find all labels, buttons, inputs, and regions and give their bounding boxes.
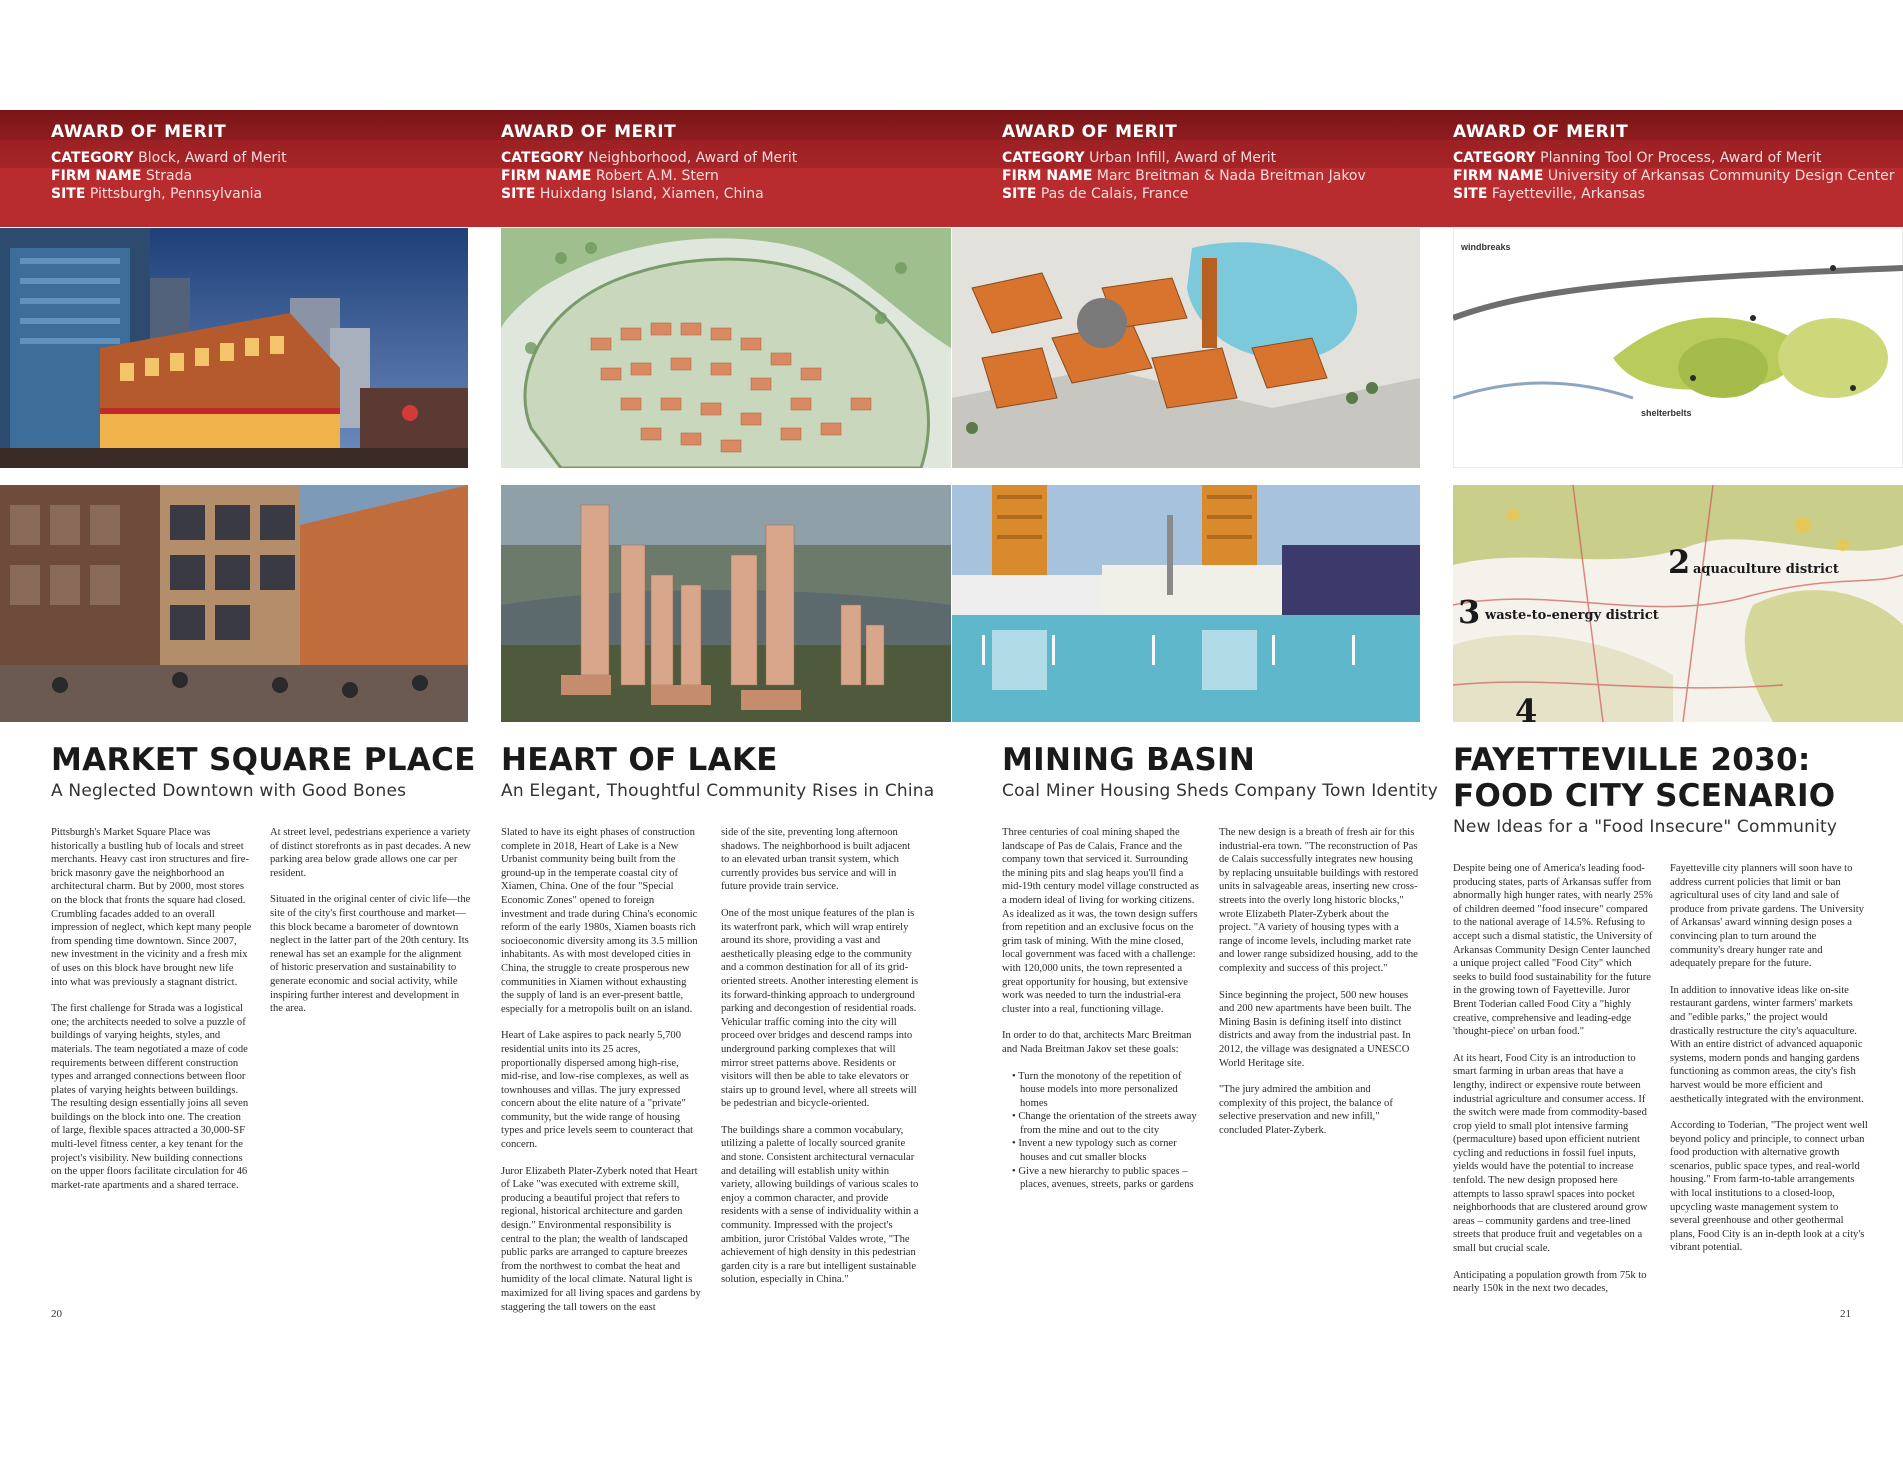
paragraph: The buildings share a common vocabulary, utilizing a palette of locally sourced granite and stone. Consistent architectural vernacular and detailing will establish unity within variety, allowing buildings of various scales to enjoy a common character, and provide residents with a sense of individuality within a community. Impressed with the project's ambition, juror Cristóbal Valdes wrote, "The achievement of high density in this pedestrian garden city is a rare but intelligent sustainable solution, especially in China."	[721, 1124, 919, 1286]
firm-label: FIRM NAME	[1453, 168, 1544, 184]
paragraph: Fayetteville city planners will soon have to address current policies that limit or ban agricultural uses of city land and sale of produce from private gardens. The University of Arkansas' award winning design poses a convincing plan to turn around the community's dreary hunger rate and adequately prepare for the future.	[1670, 863, 1864, 970]
market-square-courtyard-photo	[0, 485, 468, 722]
district-number-3: 3	[1458, 593, 1481, 631]
firm-label: FIRM NAME	[501, 168, 592, 184]
firm-value: Robert A.M. Stern	[595, 168, 719, 184]
goals-list	[1002, 1070, 1202, 1192]
list-item: • Invent a new typology such as corner houses and cut smaller blocks	[1012, 1137, 1202, 1164]
award-label: AWARD OF MERIT	[501, 122, 677, 142]
paragraph: One of the most unique features of the plan is its waterfront park, which will wrap entirely around its shore, providing a vast and aesthetically pleasing edge to the community and a common destination for all of its grid-oriented streets. Another interesting element is its forward-thinking approach to underground parking and decongestion of residential roads. Vehicular traffic coming into the city will proceed over bridges and descend ramps into underground parking complexes that will mirror street patterns above. Residents or visitors will then be able to take elevators or stairs up to ground level, where all streets will be pedestrian and bicycle-oriented.	[721, 907, 919, 1110]
body-column	[1219, 826, 1419, 1150]
site-value: Pas de Calais, France	[1040, 186, 1189, 202]
firm-value: Marc Breitman & Nada Breitman Jakov	[1096, 168, 1366, 184]
award-label: AWARD OF MERIT	[1453, 122, 1629, 142]
award-header-2	[501, 123, 797, 203]
paragraph: Despite being one of America's leading food-producing states, parts of Arkansas suffer from abnormally high hunger rates, with nearly 25% of children deemed "food insecure" compared to the national average of 14.5%. Refusing to accept such a dismal statistic, the University of Arkansas Community Design Center launched a unique project called "Food City" which seeks to build food sustainability for the future in the growing town of Fayetteville. Juror Brent Toderian called Food City a "highly creative, comprehensive and leading-edge 'thought-piece' on urban food."	[1453, 863, 1653, 1038]
list-item: • Change the orientation of the streets away from the mine and out to the city	[1012, 1110, 1202, 1137]
paragraph: According to Toderian, "The project went well beyond policy and principle, to connect urban food production with alternative growth scenarios, public space types, and real-world housing." From farm-to-table arrangements with local institutions to a closed-loop, upcycling waste management system to several greenhouse and other geothermal plans, Food City is an in-depth look at a city's vibrant potential.	[1670, 1120, 1868, 1254]
site-label: SITE	[51, 186, 86, 202]
district-number-4: 4	[1515, 692, 1538, 722]
firm-label: FIRM NAME	[51, 168, 142, 184]
article-subtitle: Coal Miner Housing Sheds Company Town Identity	[1002, 781, 1439, 801]
site-value: Huixdang Island, Xiamen, China	[539, 186, 764, 202]
paragraph: Situated in the original center of civic life—the site of the city's first courthouse and market—this block became a barometer of downtown neglect in the latter part of the 20th century. Its renewal has set an example for the alignment of historic preservation and sustainability to generate economic and social activity, while inspiring further interest and development in the area.	[270, 894, 471, 1015]
title-line: FAYETTEVILLE 2030:	[1453, 742, 1811, 778]
paragraph: "The jury admired the ambition and complexity of this project, the balance of selective preservation and new infill," concluded Plater-Zyberk.	[1219, 1084, 1393, 1136]
article-subtitle: An Elegant, Thoughtful Community Rises in China	[501, 781, 935, 801]
body-column	[721, 826, 921, 1300]
article-title: MINING BASIN	[1002, 742, 1256, 778]
firm-value: University of Arkansas Community Design Center	[1547, 168, 1895, 184]
list-item: • Give a new hierarchy to public spaces – places, avenues, streets, parks or gardens	[1012, 1165, 1202, 1192]
page-number-right: 21	[1840, 1308, 1851, 1320]
paragraph: In addition to innovative ideas like on-site restaurant gardens, winter farmers' markets and "edible parks," the project would drastically restructure the city's aquaculture. With an entire district of advanced aquaponic systems, modern ponds and hanging gardens functioning as common areas, the city's fish harvest would be more efficient and aesthetically integrated with the environment.	[1670, 984, 1864, 1105]
district-number-2: 2	[1668, 543, 1691, 581]
paragraph: Since beginning the project, 500 new houses and 200 new apartments have been built. The Mining Basin is defining itself into distinct districts and away from the industrial past. In 2012, the village was designated a UNESCO World Heritage site.	[1219, 989, 1412, 1069]
paragraph: Anticipating a population growth from 75k to nearly 150k in the next two decades,	[1453, 1269, 1647, 1295]
heart-of-lake-towers-rendering	[501, 485, 951, 722]
award-label: AWARD OF MERIT	[1002, 122, 1178, 142]
category-label: CATEGORY	[1453, 150, 1536, 166]
award-header-1	[51, 123, 287, 203]
paragraph: The first challenge for Strada was a logistical one; the architects needed to solve a puzzle of buildings of varying heights, styles, and materials. The team negotiated a maze of code requirements between different construction types and arranged connections between floor plates of varying heights between buildings. The resulting design essentially joins all seven buildings on the block into one. The creation of large, flexible spaces attracted a 30,000-SF multi-level fitness center, a key tenant for the project's visibility. New building connections on the upper floors facilitate circulation for 46 market-rate apartments and a shared terrace.	[51, 1003, 249, 1191]
market-square-dusk-photo	[0, 228, 468, 468]
category-value: Block, Award of Merit	[138, 150, 287, 166]
paragraph: The new design is a breath of fresh air for this industrial-era town. "The reconstruction of Pas de Calais successfully integrates new housing by replacing unsuitable buildings with restored units in salvageable areas, inserting new cross-streets into the overly long historic blocks," wrote Elizabeth Plater-Zyberk about the project. "A variety of housing types with a range of income levels, including market rate and lower range subsidized housing, add to the complexity and success of this project."	[1219, 827, 1419, 974]
page-number-left: 20	[51, 1308, 62, 1320]
award-header-4	[1453, 123, 1895, 203]
body-column	[501, 826, 701, 1327]
mining-basin-aerial-rendering	[952, 228, 1420, 468]
article-subtitle: A Neglected Downtown with Good Bones	[51, 781, 407, 801]
site-label: SITE	[1002, 186, 1037, 202]
windbreaks-label: windbreaks	[1461, 242, 1511, 252]
fayetteville-food-city-diagram	[1453, 228, 1903, 468]
list-item: • Turn the monotony of the repetition of house models into more personalized homes	[1012, 1070, 1202, 1111]
fayetteville-district-map	[1453, 485, 1903, 722]
body-column	[1453, 862, 1653, 1309]
category-value: Neighborhood, Award of Merit	[588, 150, 798, 166]
paragraph: Three centuries of coal mining shaped the landscape of Pas de Calais, France and the company town that serviced it. Surrounding the mining pits and slag heaps you'll find a mid-19th century model village constructed as a modern ideal of living for working citizens. As idealized as it was, the town design suffers from repetition and an exclusive focus on the grim task of mining. With the mine closed, local government was faced with a challenge: with 120,000 units, the town represented a great opportunity for housing, but extensive work was needed to turn the industrial-era cluster into a real, functioning village.	[1002, 827, 1199, 1015]
body-column	[1002, 826, 1202, 1205]
aquaculture-district-label: aquaculture district	[1693, 562, 1839, 577]
article-title: MARKET SQUARE PLACE	[51, 742, 476, 778]
paragraph: At its heart, Food City is an introduction to smart farming in urban areas that have a lengthy, indirect or expensive route between industrial agriculture and consumer access. If the switch were made from commodity-based crop yield to small plot intensive farming (permaculture) based upon efficient nutrient cycling and reductions in fossil fuel inputs, yields would have the potential to increase tenfold. The new design proposed here attempts to lasso sprawl spaces into pocket neighborhoods that are clustered around grow areas – community gardens and tree-lined streets that produce fruit and vegetables on a small but crucial scale.	[1453, 1052, 1648, 1255]
category-label: CATEGORY	[1002, 150, 1085, 166]
paragraph: Juror Elizabeth Plater-Zyberk noted that Heart of Lake "was executed with extreme skill, producing a beautiful project that refers to regional, historical architecture and garden design." Environmental responsibility is central to the plan; the wealth of landscaped public parks are arranged to capture breezes from the northwest to combat the heat and humidity of the local climate. Natural light is maximized for all living spaces and gardens by staggering the tall towers on the east	[501, 1165, 701, 1313]
waste-to-energy-district-label: waste-to-energy district	[1485, 608, 1659, 623]
category-label: CATEGORY	[51, 150, 134, 166]
article-subtitle: New Ideas for a "Food Insecure" Community	[1453, 817, 1838, 837]
award-label: AWARD OF MERIT	[51, 122, 227, 142]
body-column	[51, 826, 252, 1205]
paragraph: Slated to have its eight phases of construction complete in 2018, Heart of Lake is a New Urbanist community being built from the ground-up in the temperate coastal city of Xiamen, China. One of the four "Special Economic Zones" opened to foreign investment and trade during China's economic reform of the early 1980s, Xiamen boasts rich socioeconomic diversity among its 3.5 million inhabitants. As with most developed cities in China, the struggle to create prosperous new communities in Xiamen without exhausting the supply of land is an ever-present battle, especially for a metropolis built on an island.	[501, 827, 698, 1015]
body-column	[270, 826, 471, 1029]
article-title: HEART OF LAKE	[501, 742, 778, 778]
category-value: Urban Infill, Award of Merit	[1089, 150, 1277, 166]
firm-value: Strada	[145, 168, 193, 184]
award-header-3	[1002, 123, 1366, 203]
category-label: CATEGORY	[501, 150, 584, 166]
heart-of-lake-site-plan	[501, 228, 951, 468]
shelterbelts-label: shelterbelts	[1641, 408, 1692, 418]
category-value: Planning Tool Or Process, Award of Merit	[1540, 150, 1822, 166]
body-column	[1670, 862, 1870, 1268]
paragraph: At street level, pedestrians experience a variety of distinct storefronts as in past decades. A new parking area below grade allows one car per resident.	[270, 827, 471, 879]
site-label: SITE	[1453, 186, 1488, 202]
paragraph: Pittsburgh's Market Square Place was historically a bustling hub of locals and street merchants. Heavy cast iron structures and fire-brick masonry gave the neighborhood an architectural charm. But by 2000, most stores on the block that fronts the square had closed. Crumbling facades added to an overall impression of neglect, which kept many people from spending time downtown. Since 2007, new investment in the vicinity and a fresh mix of uses on this block have brought new life into what was previously a stagnant district.	[51, 827, 252, 988]
mining-basin-waterfront-rendering	[952, 485, 1420, 722]
paragraph: In order to do that, architects Marc Breitman and Nada Breitman Jakov set these goals:	[1002, 1030, 1192, 1055]
article-title	[1453, 742, 1835, 814]
firm-label: FIRM NAME	[1002, 168, 1093, 184]
site-value: Pittsburgh, Pennsylvania	[89, 186, 263, 202]
paragraph: side of the site, preventing long afternoon shadows. The neighborhood is built adjacent to an elevated urban transit system, which currently provides bus service and will in future provide train service.	[721, 827, 911, 893]
title-line: FOOD CITY SCENARIO	[1453, 778, 1836, 814]
site-value: Fayetteville, Arkansas	[1491, 186, 1645, 202]
site-label: SITE	[501, 186, 536, 202]
paragraph: Heart of Lake aspires to pack nearly 5,700 residential units into its 25 acres, proportionally dispersed among high-rise, mid-rise, and low-rise complexes, as well as townhouses and villas. The jury expressed concern about the elite nature of a "private" community, but the wide range of housing types and price levels seem to counteract that concern.	[501, 1030, 694, 1151]
